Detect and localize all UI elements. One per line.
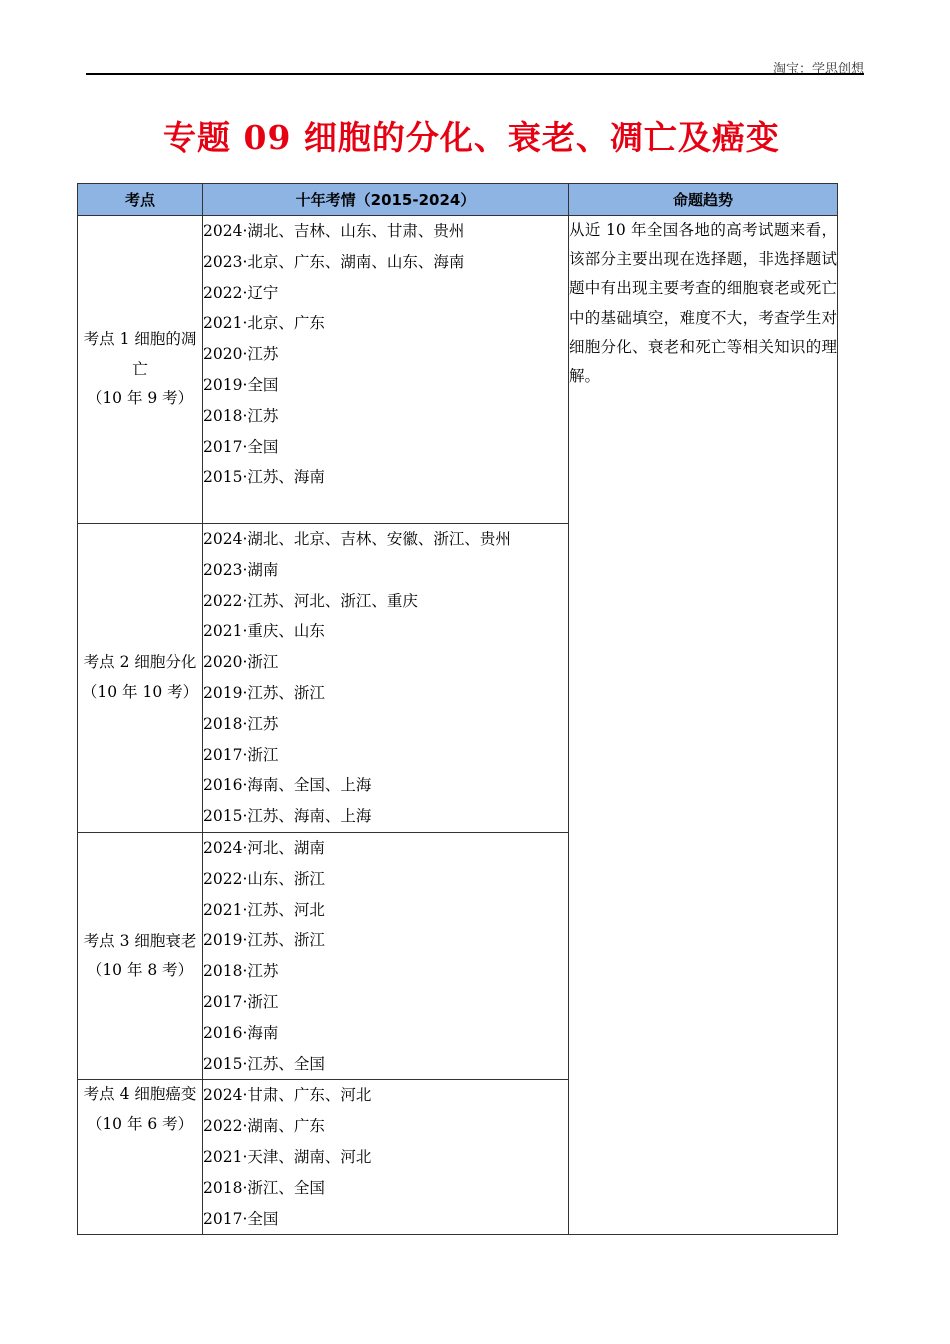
header-point: 考点: [78, 184, 203, 216]
years-cell: [203, 1080, 569, 1235]
years-cell: [203, 524, 569, 833]
year-entry: 2015·江苏、海南: [203, 468, 325, 487]
point-cell: [78, 524, 203, 833]
year-entry: 2019·江苏、浙江: [203, 931, 325, 950]
point-count: （10 年 10 考）: [81, 682, 199, 701]
point-count: （10 年 9 考）: [86, 389, 194, 408]
header-note: 淘宝：学思创想: [772, 62, 864, 77]
point-count: （10 年 6 考）: [86, 1114, 194, 1133]
year-entry: 2018·江苏: [203, 962, 279, 981]
year-entry: 2016·海南: [203, 1023, 279, 1042]
table-row: [78, 216, 838, 524]
year-entry: 2020·江苏: [203, 345, 279, 364]
point-name: 考点 2 细胞分化: [83, 653, 197, 672]
header-trend: 命题趋势: [569, 184, 838, 216]
year-entry: 2019·全国: [203, 375, 279, 394]
header-years: 十年考情（2015-2024）: [203, 184, 569, 216]
year-entry: 2021·重庆、山东: [203, 622, 325, 641]
year-entry: 2021·北京、广东: [203, 314, 325, 333]
year-entry: 2021·天津、湖南、河北: [203, 1147, 372, 1166]
trend-cell: [569, 216, 838, 1235]
topics-table: [77, 183, 838, 1235]
year-entry: 2024·湖北、吉林、山东、甘肃、贵州: [203, 222, 465, 240]
years-cell: [203, 216, 569, 524]
year-entry: 2015·江苏、全国: [203, 1054, 325, 1073]
page-title: 专题 09 细胞的分化、衰老、凋亡及癌变: [163, 118, 780, 157]
point-cell: [78, 832, 203, 1079]
year-entry: 2015·江苏、海南、上海: [203, 807, 372, 826]
year-entry: 2016·海南、全国、上海: [203, 776, 372, 795]
year-entry: 2023·湖南: [203, 560, 279, 579]
table-header-row: [78, 184, 838, 216]
year-entry: 2018·浙江、全国: [203, 1178, 325, 1197]
point-cell: [78, 1080, 203, 1235]
year-entry: 2024·河北、湖南: [203, 838, 325, 857]
year-entry: 2018·江苏: [203, 714, 279, 733]
header-rule: [86, 73, 864, 75]
year-entry: 2023·北京、广东、湖南、山东、海南: [203, 252, 465, 271]
year-entry: 2024·甘肃、广东、河北: [203, 1086, 372, 1105]
point-count: （10 年 8 考）: [86, 961, 194, 980]
years-cell: [203, 832, 569, 1079]
year-entry: 2017·浙江: [203, 992, 279, 1011]
point-name: 考点 1 细胞的凋亡: [83, 330, 197, 378]
trend-text: 从近 10 年全国各地的高考试题来看，该部分主要出现在选择题，非选择题试题中有出现主要考查的细胞衰老或死亡中的基础填空，难度不大，考查学生对细胞分化、衰老和死亡等相关知识的理解。: [569, 221, 837, 386]
year-entry: 2022·湖南、广东: [203, 1117, 325, 1136]
year-entry: 2018·江苏: [203, 406, 279, 425]
year-entry: 2024·湖北、北京、吉林、安徽、浙江、贵州: [203, 530, 511, 548]
year-entry: 2017·全国: [203, 1209, 279, 1228]
point-name: 考点 3 细胞衰老: [83, 931, 197, 950]
year-entry: 2022·山东、浙江: [203, 869, 325, 888]
year-entry: 2019·江苏、浙江: [203, 683, 325, 702]
year-entry: 2017·全国: [203, 437, 279, 456]
year-entry: 2017·浙江: [203, 745, 279, 764]
year-entry: 2022·江苏、河北、浙江、重庆: [203, 591, 418, 610]
point-name: 考点 4 细胞癌变: [83, 1085, 197, 1104]
year-entry: 2021·江苏、河北: [203, 900, 325, 919]
year-entry: 2022·辽宁: [203, 283, 279, 302]
point-cell: [78, 216, 203, 524]
year-entry: 2020·浙江: [203, 653, 279, 672]
